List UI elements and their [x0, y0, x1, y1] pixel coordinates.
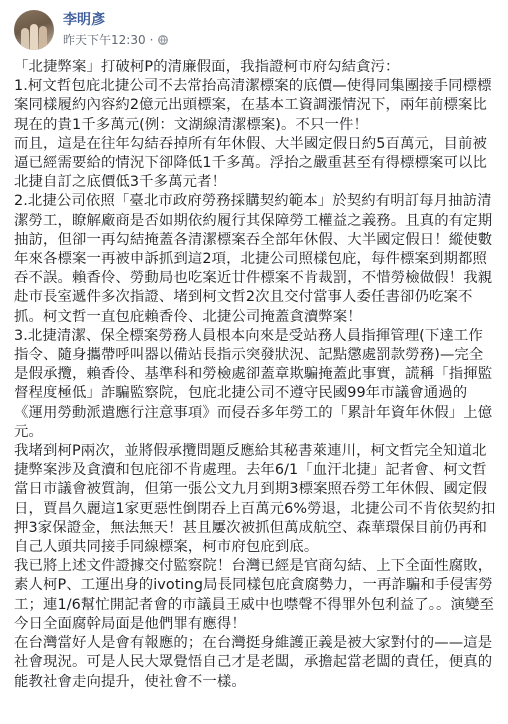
post-paragraph-point-1-cont: 而且，這是在往年勾結吞掉所有年休假、大半國定假日約5百萬元，目前被逼已經需要給的情況下卻降低1千多萬。浮抬之嚴重甚至有得標標案可以比北捷自訂之底價低3千多萬元者！: [14, 135, 487, 191]
avatar[interactable]: [14, 10, 54, 50]
separator-dot: ·: [149, 33, 154, 47]
post-timestamp[interactable]: 昨天下午12:30: [63, 33, 146, 47]
post-paragraph-control-yuan: 我已將上述文件證據交付監察院！台灣已經是官商勾結、上下全面性腐敗，素人柯P、工運出身的ivoting局長同樣包庇貪腐勢力，一再詐騙和手侵害勞工；連1/6幫忙開記者會的市議員王威中也噤聲不得罪外包利益了。。演變至今日全面腐幹局面是他們罪有應得！: [14, 558, 494, 632]
post-paragraph-point-2: 2.北捷公司依照「臺北市政府勞務採購契約範本」於契約有明訂每月抽訪清潔勞工，瞭解廠商是否如期依約履行其保障勞工權益之義務。且真的有定期抽訪，但卻一再勾結掩蓋各清潔標案吞全部年休假、大半國定假日！縱使數年來各標案一再被申訴抓到這2項，北捷公司照樣包庇，每件標案到期都照吞不誤。賴香伶、勞動局也吃案近廿件標案不肯裁罰，不惜勞檢做假！我親赴市長室遞件多次指證、堵到柯文哲2次且交付當事人委任書卻仍吃案不抓。柯文哲一直包庇賴香伶、北捷公司掩蓋貪瀆弊案！: [14, 193, 493, 325]
author-name[interactable]: 李明彥: [63, 12, 105, 28]
post-paragraph-point-1: 1.柯文哲包庇北捷公司不去常抬高清潔標案的底價—使得同集團接手同標標案同樣履約內容約2億元出頭標案，在基本工資調漲情況下，兩年前標案比現在的貴1千多萬元(例：文湖線清潔標案)。不只一件！: [14, 78, 492, 133]
post-body: [14, 58, 496, 692]
post-paragraph-closing: 在台灣當好人是會有報應的；在台灣挺身維護正義是被大家對付的——這是社會現況。可是人民大眾覺悟自己才是老闆，承擔起當老闆的責任，便真的能教社會走向提升，使社會不一樣。: [14, 635, 493, 690]
post-paragraph-headline: 「北捷弊案」打破柯P的清廉假面，我指證柯市府勾結貪污：: [14, 59, 400, 75]
post-paragraph-point-3: 3.北捷清潔、保全標案勞務人員根本向來是受站務人員指揮管理(下達工作指令、隨身攜帶呼叫器以備站長指示突發狀況、記點懲處罰款勞務)—完全是假承攬，賴香伶、基準科和勞檢處卻蓋章欺騙掩蓋此事實，謊稱「指揮監督程度極低」詐騙監察院，包庇北捷公司不遵守民國99年市議會通過的《運用勞動派遣應行注意事項》而侵吞多年勞工的「累計年資年休假」上億元。: [14, 327, 493, 440]
post-header: [14, 0, 496, 58]
globe-icon: [158, 35, 168, 45]
post-paragraph-ko-p: 我堵到柯P兩次，並將假承攬問題反應給其秘書萊連川，柯文哲完全知道北捷弊案涉及貪瀆和包庇卻不肯處理。去年6/1「血汗北捷」記者會、柯文哲當日市議會被質詢，但第一張公文九月到期3標案照吞勞工年休假、國定假日，賈昌久麗這1家更惡性倒閉吞上百萬元6%勞退，北捷公司不肯依契約扣押3家保證金，無法無天！甚且屢次被抓但萬成航空、森華環保目前仍再和自己人頭共同接手同線標案，柯市府包庇到底。: [14, 443, 496, 556]
